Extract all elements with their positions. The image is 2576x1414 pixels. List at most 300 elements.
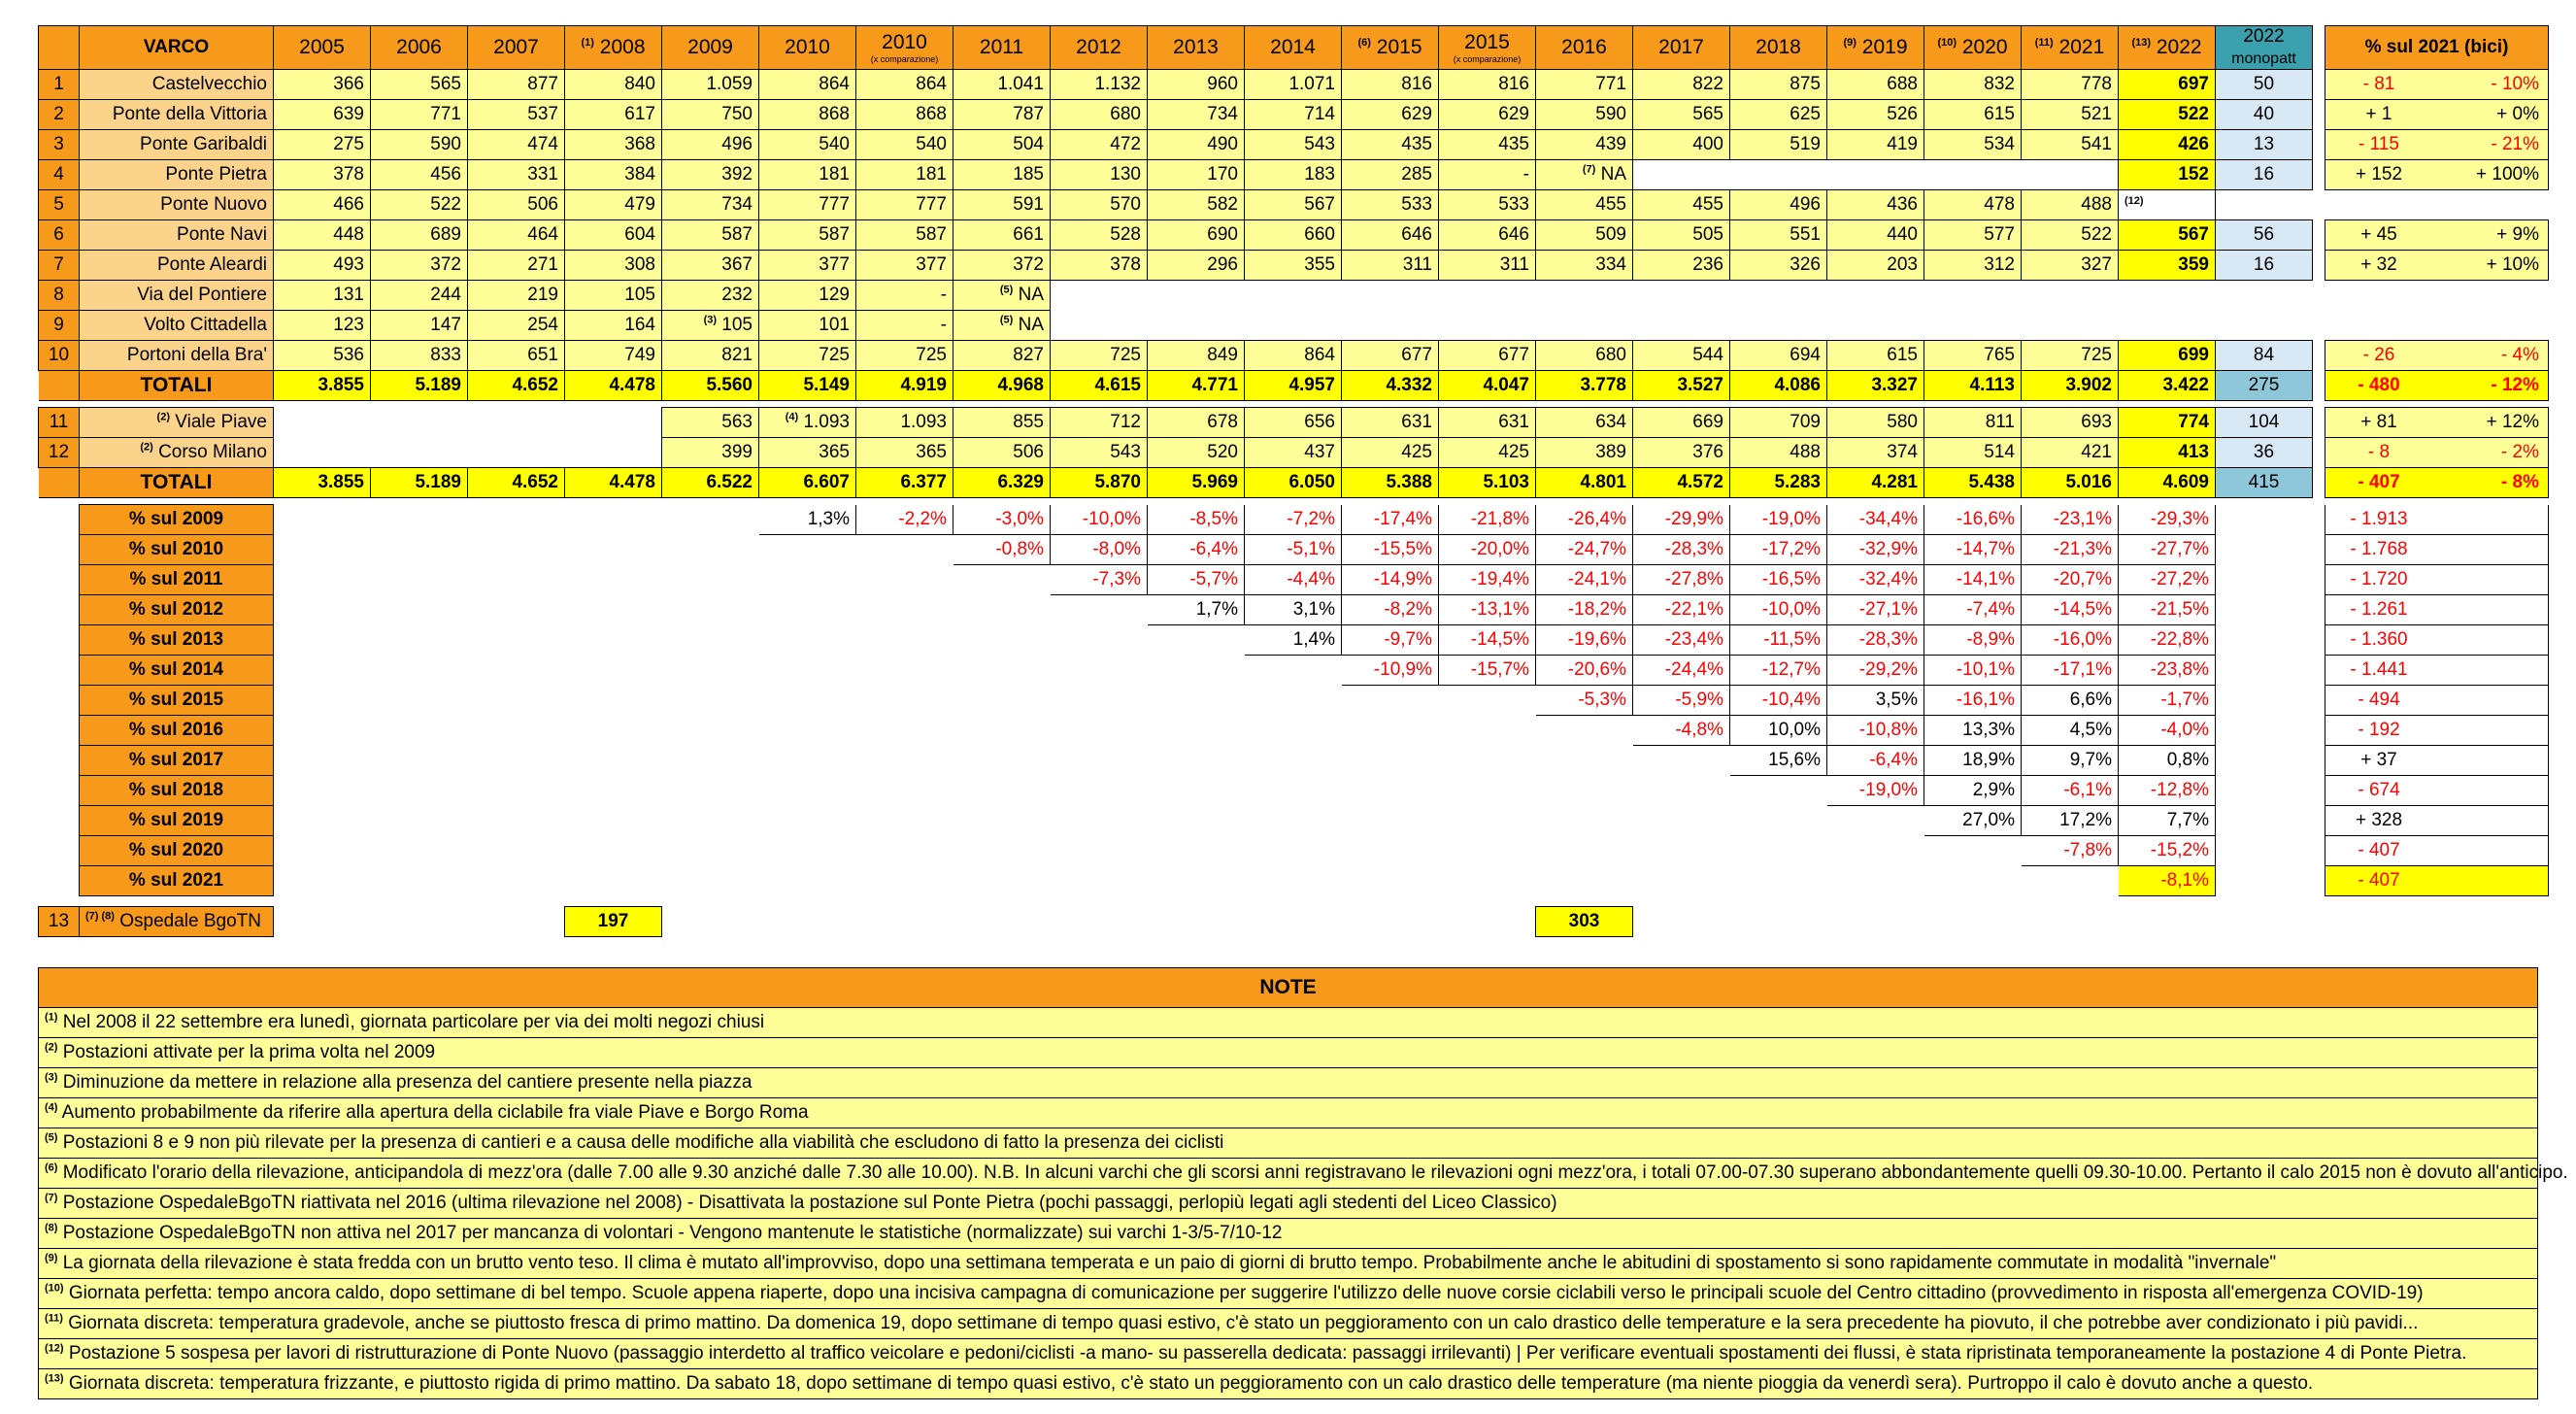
header-year [1633,26,1730,70]
pct-cell: -5,1% [1245,535,1342,565]
diff-pct: - 10% [2491,74,2539,94]
value-cell: 587 [759,220,856,251]
empty-cell [1342,686,1439,716]
pct-cell: -8,9% [1924,625,2022,656]
empty-cell [39,565,80,595]
row-name-text: Ponte Nuovo [160,194,267,215]
monopatt-total: 415 [2216,468,2313,498]
year-label: 2010 [882,31,927,53]
value-cell: 123 [274,311,371,341]
pct-cell: 3,5% [1827,686,1924,716]
empty-cell [1051,776,1148,806]
diff-cell [2325,408,2549,438]
empty-cell [2216,907,2313,937]
row-number: 9 [39,311,80,341]
diff-value: - 8 [2367,442,2391,462]
pct-cell: -19,4% [1439,565,1536,595]
row-name-text: Corso Milano [158,442,267,462]
note-body: Giornata discreta: temperatura frizzante, e piuttosto rigida di primo mattino. Da sabato 18, dopo settimane di tempo quasi estivo, c'è stato un peggioramento con un calo drastico delle temperature (ma niente pioggia da venerdì sera). Purtroppo il calo è dovuto anche a questo. [63,1373,2314,1394]
footnote-ref: (13) [2131,37,2151,49]
empty-cell [856,686,953,716]
value-cell: 170 [1148,160,1245,190]
empty-cell [662,686,759,716]
empty-cell [274,535,371,565]
pct-cell: -27,7% [2119,535,2216,565]
note-body: Diminuzione da mettere in relazione alla presenza del cantiere presente nella piazza [57,1072,753,1093]
table-row [39,907,2549,937]
total-cell: 4.919 [856,371,953,401]
total-cell: 3.527 [1633,371,1730,401]
empty-cell [2313,371,2325,401]
empty-cell [662,595,759,625]
pct-label: % sul 2019 [80,806,274,836]
empty-cell [953,836,1051,866]
value-cell: 519 [1730,130,1827,160]
row-name [80,907,274,937]
row-name [80,190,274,220]
value-cell: 875 [1730,70,1827,100]
value-cell: 197 [565,907,662,937]
value-cell: 488 [1730,438,1827,468]
empty-cell [953,866,1051,896]
value-cell: 551 [1730,220,1827,251]
empty-cell [468,625,565,656]
empty-cell [1342,716,1439,746]
value-cell: 464 [468,220,565,251]
value-cell: 435 [1439,130,1536,160]
empty-cell [2022,160,2119,190]
note-row [39,1128,2538,1159]
empty-cell [1051,806,1148,836]
empty-cell [759,806,856,836]
value-cell: 365 [759,438,856,468]
pct-cell: -10,9% [1342,656,1439,686]
footnote-ref: (6) [1357,37,1371,49]
empty-cell [1924,311,2022,341]
empty-cell [468,746,565,776]
table-row [39,311,2549,341]
diff-cell [2325,130,2549,160]
empty-cell [759,625,856,656]
diff-value: + 32 [2360,254,2397,275]
year-label: 2014 [1270,36,1316,58]
footnote-ref: (6) [45,1162,58,1174]
pct-cell: -17,1% [2022,656,2119,686]
diff-pct: - 12% [2491,375,2539,395]
header-year [468,26,565,70]
value-cell: 271 [468,251,565,281]
pct-cell: 15,6% [1730,746,1827,776]
monopatt-total: 275 [2216,371,2313,401]
value-cell: 152 [2119,160,2216,190]
row-number: 5 [39,190,80,220]
diff-value: - 1.441 [2350,659,2408,680]
value-cell: 285 [1342,160,1439,190]
empty-cell [953,776,1051,806]
empty-cell [468,438,565,468]
pct-diff [2325,866,2549,896]
value-cell: 181 [759,160,856,190]
row-name-text: Ponte Aleardi [156,254,267,275]
diff-value: - 192 [2358,720,2400,740]
note-row [39,1159,2538,1189]
row-name [80,251,274,281]
value-cell: 864 [759,70,856,100]
value-cell: 694 [1730,341,1827,371]
pct-cell: -10,1% [1924,656,2022,686]
footnote-ref: (1) [581,37,594,49]
empty-cell [1051,716,1148,746]
row-name [80,311,274,341]
value-cell: 629 [1342,100,1439,130]
pct-label: % sul 2020 [80,836,274,866]
value-cell: 771 [371,100,468,130]
pct-row [39,656,2549,686]
empty-cell [1148,866,1245,896]
empty-cell [2216,281,2313,311]
value-cell: 183 [1245,160,1342,190]
year-sublabel: (x comparazione) [1453,54,1522,64]
value-cell: 669 [1633,408,1730,438]
empty-cell [759,595,856,625]
diff-cell [2325,438,2549,468]
empty-cell [2119,907,2216,937]
header-blank [39,26,80,70]
note-row [39,1279,2538,1309]
pct-cell: -22,8% [2119,625,2216,656]
pct-label: % sul 2015 [80,686,274,716]
empty-cell [1051,625,1148,656]
empty-cell [39,806,80,836]
total-cell: 6.329 [953,468,1051,498]
value-cell: 359 [2119,251,2216,281]
empty-cell [371,746,468,776]
empty-cell [759,746,856,776]
diff-value: - 1.913 [2350,508,2408,529]
pct-cell: -13,1% [1439,595,1536,625]
empty-cell [2313,311,2325,341]
footnote-ref: (13) [45,1372,64,1385]
total-cell: 4.113 [1924,371,2022,401]
empty-cell [1051,746,1148,776]
empty-cell [1924,160,2022,190]
year-label: 2010 [785,36,830,58]
header-year [1342,26,1439,70]
value-cell: 311 [1342,251,1439,281]
empty-cell [662,746,759,776]
empty-cell [759,866,856,896]
value-cell: 232 [662,281,759,311]
pct-row [39,565,2549,595]
row-name-text: Castelvecchio [151,74,267,94]
empty-cell [274,625,371,656]
monopatt-cell: 104 [2216,408,2313,438]
value-cell: 680 [1536,341,1633,371]
empty-cell [1439,716,1536,746]
empty-cell [2022,281,2119,311]
value-cell: 479 [565,190,662,220]
empty-cell [1730,866,1827,896]
table-row [39,341,2549,371]
value-cell: 129 [759,281,856,311]
row-name [80,130,274,160]
diff-value: - 480 [2358,375,2400,395]
empty-cell [371,716,468,746]
pct-cell: -19,0% [1827,776,1924,806]
value-cell: $^{(5)}$ NA [953,311,1051,341]
empty-cell [274,505,371,535]
empty-cell [565,776,662,806]
empty-cell [1827,806,1924,836]
empty-cell [2216,565,2313,595]
footnote-ref: (1) [45,1011,58,1024]
empty-cell [2313,535,2325,565]
value-cell: 868 [856,100,953,130]
empty-cell [2216,866,2313,896]
empty-cell [1148,656,1245,686]
diff-cell [2325,220,2549,251]
total-cell: 4.281 [1827,468,1924,498]
row-name-text: Ponte della Vittoria [112,104,267,124]
header-year [1148,26,1245,70]
empty-cell [953,806,1051,836]
pct-cell: -29,2% [1827,656,1924,686]
note-body: Modificato l'orario della rilevazione, anticipandola di mezz'ora (dalle 7.00 alle 9.30 anziché dalle 7.30 alle 10.00). N.B. In alcuni varchi che gli scorsi anni registravano le rilevazioni ogni mezz'ora, i totali 07.00-07.30 superano abbondantemente quelli 09.30-10.00. Pertanto il calo 2015 non è dovuto all'anticipo. [57,1162,2568,1183]
empty-cell [856,806,953,836]
empty-cell [1730,907,1827,937]
empty-cell [1536,311,1633,341]
value-cell: 376 [1633,438,1730,468]
diff-value: - 115 [2359,134,2399,154]
spacer [39,498,2549,505]
empty-cell [1439,866,1536,896]
footnote-ref: (5) [999,284,1014,296]
value-cell: 714 [1245,100,1342,130]
pct-cell: -15,7% [1439,656,1536,686]
empty-cell [39,686,80,716]
value-cell: 832 [1924,70,2022,100]
value-cell: 377 [856,251,953,281]
footnote-ref: (12) [2124,194,2144,207]
empty-cell [2313,251,2325,281]
empty-cell [1342,836,1439,866]
note-body: Giornata perfetta: tempo ancora caldo, dopo settimane di bel tempo. Scuole appena riaperte, dopo una incisiva campagna di comunicazione per suggerire l'utilizzo delle nuove corsie ciclabili verso le principali scuole del Centro cittadino (provvedimento in risposta all'emergenza COVID-19) [63,1283,2424,1303]
empty-cell [2119,311,2216,341]
value-cell: 439 [1536,130,1633,160]
pct-label: % sul 2011 [80,565,274,595]
value-cell: 540 [759,130,856,160]
value-cell: 522 [371,190,468,220]
empty-cell [2216,806,2313,836]
diff-pct: + 9% [2496,224,2539,245]
empty-cell [39,535,80,565]
header-year [856,26,953,70]
diff-cell [2325,341,2549,371]
footnote-ref: (11) [45,1312,63,1325]
empty-cell [2313,100,2325,130]
value-cell: 725 [2022,341,2119,371]
diff-total [2325,371,2549,401]
value-cell: 506 [953,438,1051,468]
spacer [39,401,2549,408]
totals-blank [39,371,80,401]
value-cell: 725 [856,341,953,371]
pct-diff [2325,565,2549,595]
total-cell: 5.969 [1148,468,1245,498]
empty-cell [565,408,662,438]
header-year [759,26,856,70]
value-cell: 811 [1924,408,2022,438]
empty-cell [468,806,565,836]
value-cell: 372 [371,251,468,281]
value-cell: 617 [565,100,662,130]
empty-cell [565,595,662,625]
empty-cell [1051,656,1148,686]
empty-cell [1342,311,1439,341]
empty-cell [468,656,565,686]
pct-label: % sul 2010 [80,535,274,565]
note-row [39,1098,2538,1128]
value-cell: 435 [1342,130,1439,160]
value-cell: 750 [662,100,759,130]
empty-cell [1245,746,1342,776]
pct-row [39,836,2549,866]
empty-cell [759,535,856,565]
value-cell: 536 [274,341,371,371]
empty-cell [1924,907,2022,937]
empty-cell [1827,160,1924,190]
note-body: La giornata della rilevazione è stata fredda con un brutto vento teso. Il clima è mutato all'improvviso, dopo una settimana temperata e un paio di giorni di brutto tempo. Probabilmente anche le abitudini di spostamento si sono rapidamente commutate in modalità "invernale" [57,1253,2277,1273]
value-cell: 840 [565,70,662,100]
empty-cell [2216,656,2313,686]
row-name-text: Ponte Navi [177,224,267,245]
empty-cell [565,625,662,656]
value-cell: 734 [662,190,759,220]
total-cell: 5.388 [1342,468,1439,498]
empty-cell [565,535,662,565]
totals-row [39,468,2549,498]
footnote-ref: (8) [45,1222,58,1234]
value-cell: 419 [1827,130,1924,160]
empty-cell [2216,535,2313,565]
empty-cell [1051,907,1148,937]
pct-label: % sul 2016 [80,716,274,746]
empty-cell [565,686,662,716]
value-cell [2119,190,2216,220]
diff-pct: + 0% [2496,104,2539,124]
note-text [39,1159,2568,1189]
total-cell: 6.050 [1245,468,1342,498]
pct-cell: -16,5% [1730,565,1827,595]
empty-cell [1536,806,1633,836]
diff-value: - 407 [2358,840,2400,860]
total-cell: 3.422 [2119,371,2216,401]
value-cell: 577 [1924,220,2022,251]
pct-cell: -19,6% [1536,625,1633,656]
empty-cell [2216,836,2313,866]
note-body: Postazione OspedaleBgoTN non attiva nel 2017 per mancanza di volontari - Vengono mantenute le statistiche (normalizzate) sui varchi 1-3/5-7/10-12 [57,1223,1283,1243]
empty-cell [274,595,371,625]
pct-diff [2325,776,2549,806]
pct-cell: 9,7% [2022,746,2119,776]
footnote-ref: (7) [45,1192,58,1204]
empty-cell [371,565,468,595]
footnote-ref: (7) (8) [85,910,115,923]
empty-cell [1245,836,1342,866]
row-name-text: Viale Piave [175,412,267,432]
footnote-ref: (2) [140,441,153,454]
diff-value: - 26 [2362,345,2395,365]
value-cell: 1.093 [856,408,953,438]
footnote-ref: (4) [45,1101,58,1114]
total-cell: 3.855 [274,468,371,498]
empty-cell [2313,565,2325,595]
empty-cell [953,656,1051,686]
empty-cell [1827,836,1924,866]
value-cell: 440 [1827,220,1924,251]
value-cell: 509 [1536,220,1633,251]
pct-cell: 17,2% [2022,806,2119,836]
pct-cell: -32,9% [1827,535,1924,565]
note-row [39,1219,2538,1249]
value-cell: 725 [759,341,856,371]
value-cell: 472 [1051,130,1148,160]
pct-cell: -5,7% [1148,565,1245,595]
value-cell: 504 [953,130,1051,160]
empty-cell [1633,311,1730,341]
year-label: 2020 [1961,36,2008,58]
note-body: Postazione OspedaleBgoTN riattivata nel 2016 (ultima rilevazione nel 2008) - Disattivata la postazione sul Ponte Pietra (pochi passaggi, perlopiù legati agli stedenti del Liceo Classico) [57,1193,1557,1213]
pct-cell: 1,7% [1148,595,1245,625]
table-row [39,281,2549,311]
empty-cell [1536,716,1633,746]
year-label: 2019 [1861,36,1908,58]
empty-cell [1342,806,1439,836]
value-cell: 311 [1439,251,1536,281]
empty-cell [856,625,953,656]
empty-cell [468,776,565,806]
empty-cell [759,716,856,746]
diff-cell [2325,251,2549,281]
value-cell: 816 [1439,70,1536,100]
value-cell: 378 [1051,251,1148,281]
empty-cell [468,686,565,716]
empty-cell [1633,806,1730,836]
total-cell: 5.103 [1439,468,1536,498]
value-cell: 372 [953,251,1051,281]
pct-cell: -14,1% [1924,565,2022,595]
pct-cell: -23,8% [2119,656,2216,686]
table-row [39,190,2549,220]
value-cell: 275 [274,130,371,160]
empty-cell [1633,746,1730,776]
value-cell: 399 [662,438,759,468]
header-year [1245,26,1342,70]
empty-cell [2216,595,2313,625]
value-cell: 567 [2119,220,2216,251]
empty-cell [1148,746,1245,776]
empty-cell [1148,776,1245,806]
row-number: 13 [39,907,80,937]
total-cell: 3.855 [274,371,371,401]
data-table [38,25,2549,937]
footnote-ref: (3) [703,314,718,326]
value-cell: 646 [1342,220,1439,251]
empty-cell [2216,746,2313,776]
value-cell: 582 [1148,190,1245,220]
empty-cell [2216,625,2313,656]
value-cell: 765 [1924,341,2022,371]
